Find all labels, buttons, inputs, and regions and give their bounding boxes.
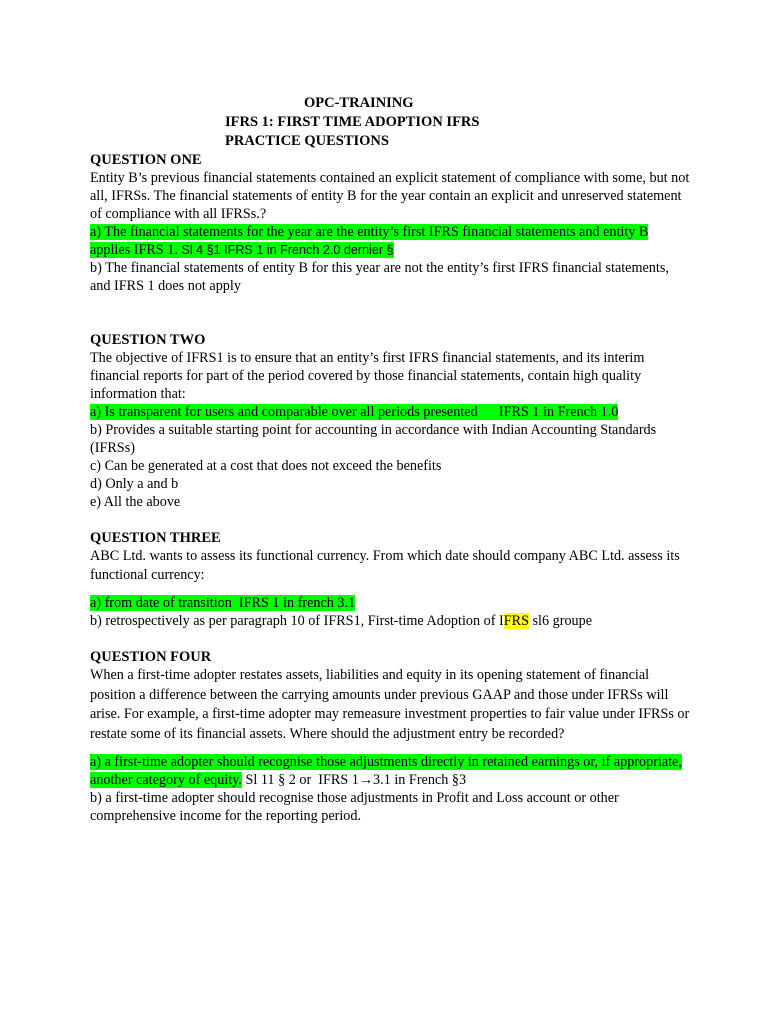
spacer xyxy=(90,313,690,331)
header-type: PRACTICE QUESTIONS xyxy=(225,133,389,149)
answer-b xyxy=(90,612,690,630)
question-four xyxy=(90,648,690,825)
answer-a xyxy=(90,403,690,421)
question-prompt: When a first-time adopter restates assets, liabilities and equity in its opening statement of financial position a difference between the carrying amounts under previous GAAP and those under IFRSs will arise. For example, a first-time adopter may remeasure investment properties to fair value under IFRSs or restate some of its financial assets. Where should the adjustment entry be recorded? xyxy=(90,667,690,742)
question-prompt: ABC Ltd. wants to assess its functional currency. From which date should company ABC Ltd. assess its functional currency: xyxy=(90,548,680,583)
answer-b-highlight: FRS xyxy=(503,613,529,629)
document-page xyxy=(90,92,690,825)
answer-a xyxy=(90,223,690,259)
answer-b: b) The financial statements of entity B for this year are not the entity’s first IFRS financial statements, and IFRS 1 does not apply xyxy=(90,260,669,294)
header-subject: IFRS 1: FIRST TIME ADOPTION IFRS xyxy=(225,114,480,130)
answer-a-note: Sl 11 § 2 or IFRS 1→3.1 in French §3 xyxy=(241,772,467,788)
spacer xyxy=(90,744,690,753)
answer-b-text: b) retrospectively as per paragraph 10 of IFRS1, First-time Adoption of I xyxy=(90,613,504,629)
spacer xyxy=(90,630,690,648)
question-two xyxy=(90,331,690,511)
answer-a-highlight xyxy=(90,224,648,258)
answer-b: b) Provides a suitable starting point for accounting in accordance with Indian Accounting Standards (IFRSs) xyxy=(90,422,657,456)
answer-a-text: a) a first-time adopter should recognise those adjustments directly in retained earnings or, if appropriate, another category of equity. xyxy=(90,754,682,788)
answer-c: c) Can be generated at a cost that does not exceed the benefits xyxy=(90,458,442,474)
answer-a-text: a) The financial statements for the year are the entity’s first IFRS financial statements and entity B applies IFRS 1. xyxy=(90,224,649,258)
answer-a-text: a) Is transparent for users and comparable over all periods presented IFRS 1 in French 1.0 xyxy=(90,404,619,420)
header-org: OPC-TRAINING xyxy=(304,95,414,111)
question-title: QUESTION FOUR xyxy=(90,649,212,665)
question-title: QUESTION ONE xyxy=(90,152,202,168)
spacer xyxy=(90,511,690,529)
question-prompt: The objective of IFRS1 is to ensure that an entity’s first IFRS financial statements, and its interim financial reports for part of the period covered by those financial statements, contain high quality information that: xyxy=(90,350,645,402)
spacer xyxy=(90,295,690,313)
spacer xyxy=(90,585,690,594)
question-three xyxy=(90,529,690,630)
answer-a-note: Sl 4 §1 IFRS 1 in French 2.0 dernier § xyxy=(181,243,394,257)
answer-b-note: sl6 groupe xyxy=(528,613,593,629)
answer-a xyxy=(90,594,690,612)
question-prompt: Entity B’s previous financial statements contained an explicit statement of compliance with some, but not all, IFRSs. The financial statements of entity B for the year contain an explicit and unreserved statement of compliance with all IFRSs.? xyxy=(90,170,690,222)
question-title: QUESTION TWO xyxy=(90,332,206,348)
answer-a-text: a) from date of transition IFRS 1 in french 3.1 xyxy=(90,595,356,611)
question-title: QUESTION THREE xyxy=(90,530,221,546)
answer-a xyxy=(90,753,690,789)
answer-b: b) a first-time adopter should recognise those adjustments in Profit and Loss account or other comprehensive income for the reporting period. xyxy=(90,790,619,824)
answer-d: d) Only a and b xyxy=(90,476,179,492)
document-header xyxy=(90,94,690,151)
answer-e: e) All the above xyxy=(90,494,181,510)
question-one xyxy=(90,151,690,295)
